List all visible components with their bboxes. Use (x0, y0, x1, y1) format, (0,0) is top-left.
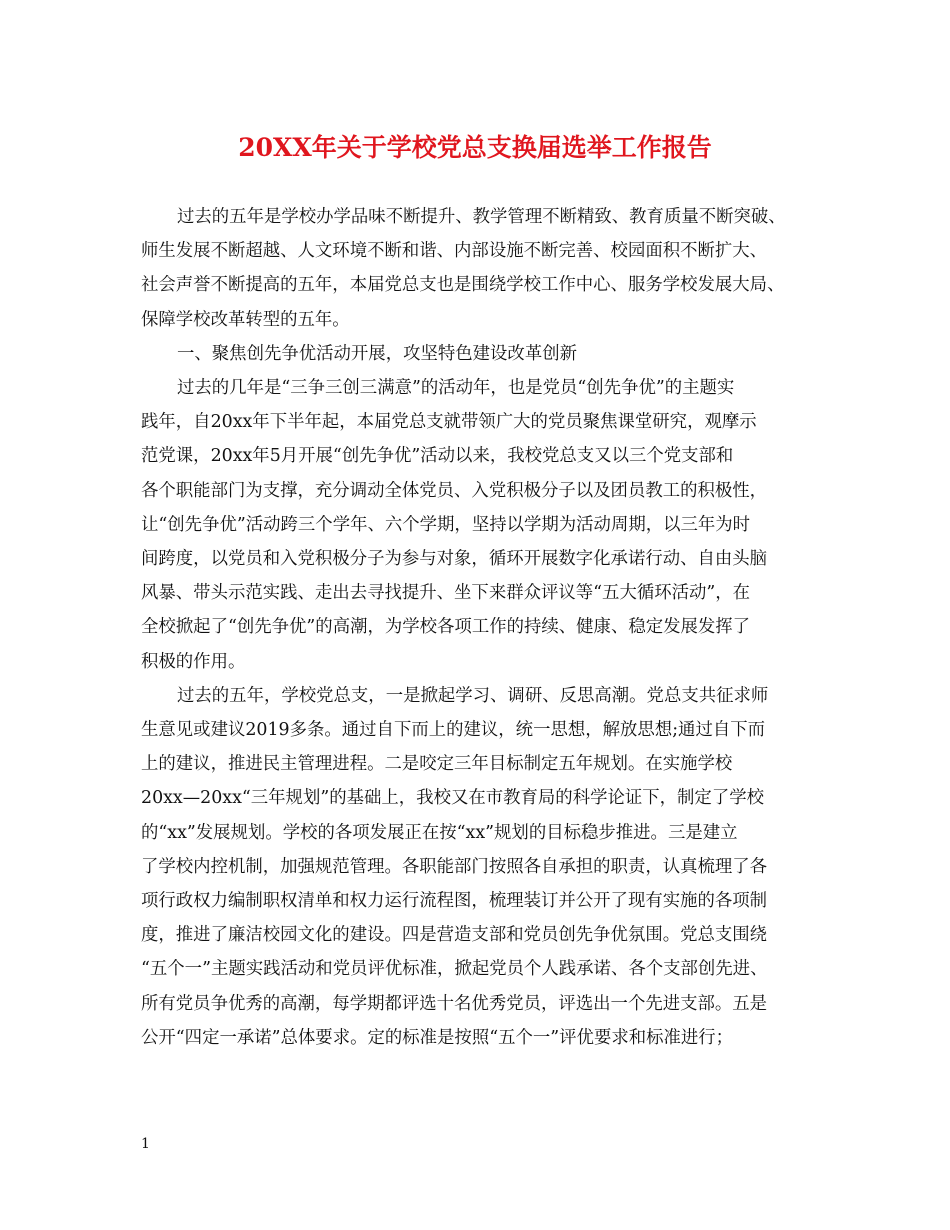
page-number: 1 (141, 1136, 150, 1152)
body-line: 过去的五年，学校党总支，一是掀起学习、调研、反思高潮。党总支共征求师 (177, 685, 769, 706)
body-line: 范党课，20xx年5月开展“创先争优”活动以来，我校党总支又以三个党支部和 (141, 446, 734, 467)
document-body (141, 200, 826, 1055)
body-line: 各个职能部门为支撑，充分调动全体党员、入党积极分子以及团员教工的积极性， (141, 480, 768, 501)
document-title: 20XX年关于学校党总支换届选举工作报告 (238, 133, 712, 162)
body-line: 公开“四定一承诺”总体要求。定的标准是按照“五个一”评优要求和标准进行； (141, 1027, 734, 1048)
body-line: 上的建议，推进民主管理进程。二是咬定三年目标制定五年规划。在实施学校 (141, 754, 733, 775)
body-line: 保障学校改革转型的五年。 (141, 309, 350, 330)
body-line: 间跨度，以党员和入党积极分子为参与对象，循环开展数字化承诺行动、自由头脑 (141, 549, 768, 570)
body-line: 度，推进了廉洁校园文化的建设。四是营造支部和党员创先争优氛围。党总支围绕 (141, 925, 768, 946)
body-line: 项行政权力编制职权清单和权力运行流程图，梳理装订并公开了现有实施的各项制 (141, 891, 768, 912)
body-line: 20xx—20xx“三年规划”的基础上，我校又在市教育局的科学论证下，制定了学校 (141, 788, 764, 809)
body-line: 一、聚焦创先争优活动开展，攻坚特色建设改革创新 (177, 343, 577, 364)
body-line: 全校掀起了“创先争优”的高潮，为学校各项工作的持续、健康、稳定发展发挥了 (141, 617, 751, 638)
body-line: 师生发展不断超越、人文环境不断和谐、内部设施不断完善、校园面积不断扩大、 (141, 241, 768, 262)
body-line: 让“创先争优”活动跨三个学年、六个学期，坚持以学期为活动周期，以三年为时 (141, 514, 751, 535)
body-line: 生意见或建议2019多条。通过自下而上的建议，统一思想，解放思想;通过自下而 (141, 720, 766, 741)
body-line: 践年，自20xx年下半年起，本届党总支就带领广大的党员聚焦课堂研究，观摩示 (141, 412, 757, 433)
body-line: 过去的五年是学校办学品味不断提升、教学管理不断精致、教育质量不断突破、 (177, 207, 786, 227)
body-line: 了学校内控机制，加强规范管理。各职能部门按照各自承担的职责，认真梳理了各 (141, 856, 768, 877)
body-line: 过去的几年是“三争三创三满意”的活动年，也是党员“创先争优”的主题实 (177, 378, 735, 399)
body-line: 所有党员争优秀的高潮，每学期都评选十名优秀党员，评选出一个先进支部。五是 (141, 993, 768, 1014)
body-line: 风暴、带头示范实践、走出去寻找提升、坐下来群众评议等“五大循环活动”，在 (141, 583, 751, 604)
body-line: 积极的作用。 (141, 651, 246, 672)
body-line: 社会声誉不断提高的五年，本届党总支也是围绕学校工作中心、服务学校发展大局、 (141, 275, 785, 296)
body-line: “五个一”主题实践活动和党员评优标准，掀起党员个人践承诺、各个支部创先进、 (141, 959, 768, 980)
body-line: 的“xx”发展规划。学校的各项发展正在按“xx”规划的目标稳步推进。三是建立 (141, 822, 738, 843)
